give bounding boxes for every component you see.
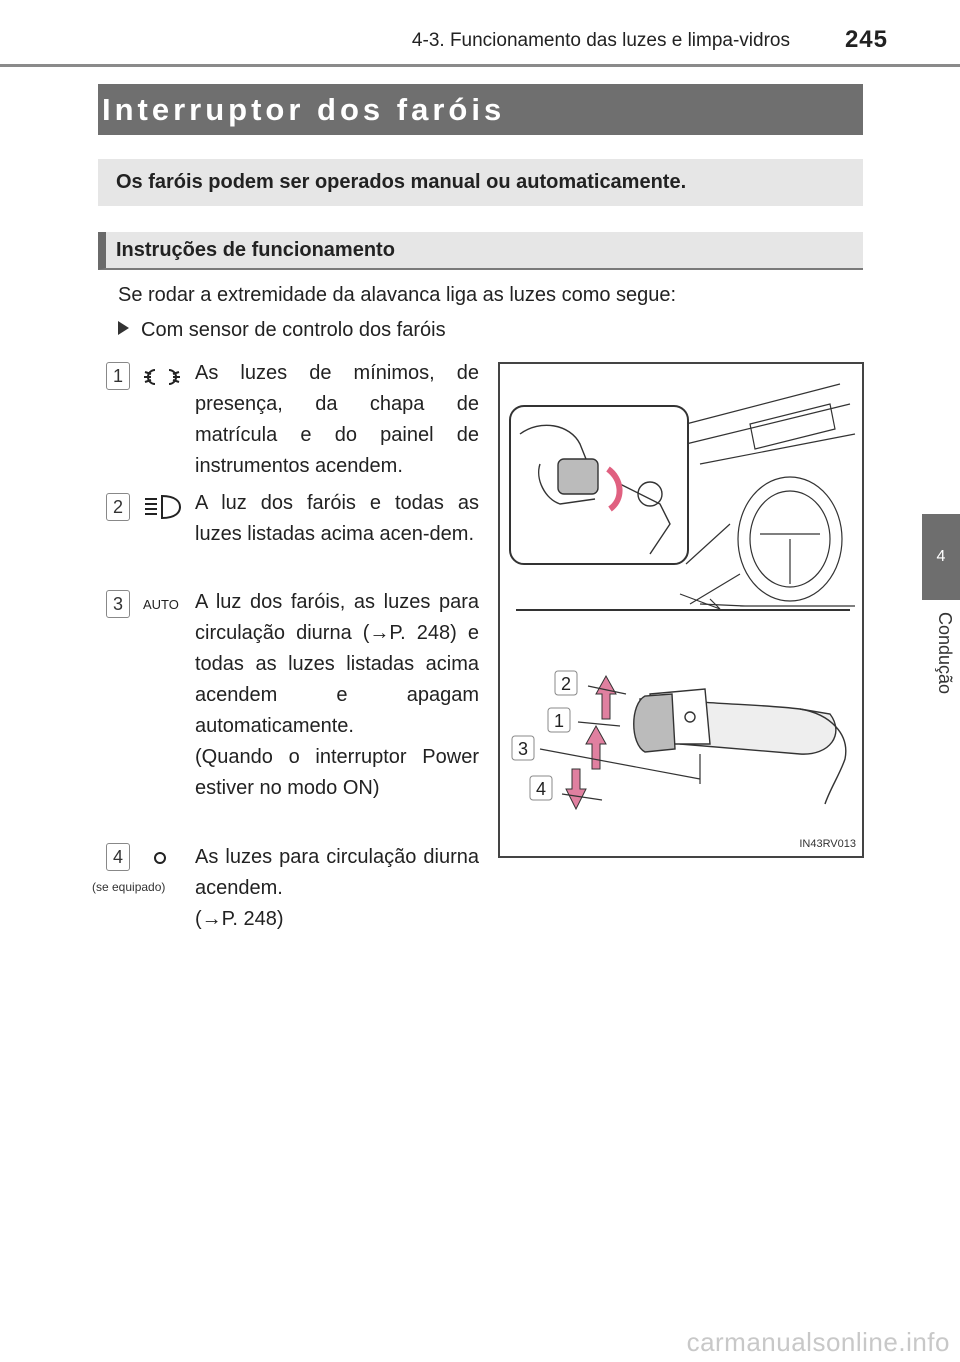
arrow-up-icon	[596, 676, 616, 719]
position-lights-icon	[142, 366, 182, 388]
item-number-2: 2	[106, 493, 130, 521]
callout-4: 4	[535, 779, 547, 799]
page-title: Interruptor dos faróis	[98, 84, 863, 135]
auto-icon: AUTO	[143, 597, 179, 612]
item-number-4: 4	[106, 843, 130, 871]
bullet-item	[118, 319, 446, 342]
page-number: 245	[844, 26, 888, 53]
section-title: 4-3. Funcionamento das luzes e limpa-vidros	[411, 30, 790, 51]
item-reference-4: (→P. 248)	[195, 908, 284, 930]
chapter-label: Condução	[935, 612, 955, 695]
inset-frame	[510, 406, 688, 564]
item-number-1: 1	[106, 362, 130, 390]
drl-off-icon	[152, 850, 168, 866]
lever-sketch	[634, 689, 846, 804]
item-description-3: A luz dos faróis, as luzes para circulação diurna (→P. 248) e todas as luzes listadas acima acendem e apagam automaticamente.	[195, 591, 479, 737]
item-description-2: A luz dos faróis e todas as luzes listadas acima acen-dem.	[195, 492, 479, 545]
callout-2: 2	[560, 674, 572, 694]
headlight-icon	[142, 493, 182, 521]
lever-illustration-drawing	[500, 364, 862, 856]
item-description-1: As luzes de mínimos, de presença, da chapa de matrícula e do painel de instrumentos acendem.	[195, 362, 479, 477]
arrow-up-icon	[586, 726, 606, 769]
item-number-3: 3	[106, 590, 130, 618]
bullet-text: Com sensor de controlo dos faróis	[141, 319, 446, 341]
arrow-down-icon	[566, 769, 586, 809]
subheading: Instruções de funcionamento	[98, 232, 863, 270]
header-rule	[0, 64, 960, 67]
equipped-note: (se equipado)	[92, 880, 166, 894]
item-note-3: (Quando o interruptor Power estiver no modo ON)	[195, 746, 479, 799]
chapter-tab: 4	[922, 514, 960, 600]
callout-3: 3	[517, 739, 529, 759]
figure-code: IN43RV013	[799, 838, 856, 850]
dashboard-sketch	[680, 384, 855, 609]
lever-illustration	[498, 362, 864, 858]
callout-1: 1	[553, 711, 565, 731]
intro-text: Se rodar a extremidade da alavanca liga as luzes como segue:	[118, 284, 677, 306]
watermark: carmanualsonline.info	[686, 1327, 950, 1357]
item-description-4: As luzes para circulação diurna acendem.	[195, 846, 479, 899]
bullet-triangle-icon	[118, 321, 129, 335]
summary-box: Os faróis podem ser operados manual ou automaticamente.	[98, 159, 863, 206]
